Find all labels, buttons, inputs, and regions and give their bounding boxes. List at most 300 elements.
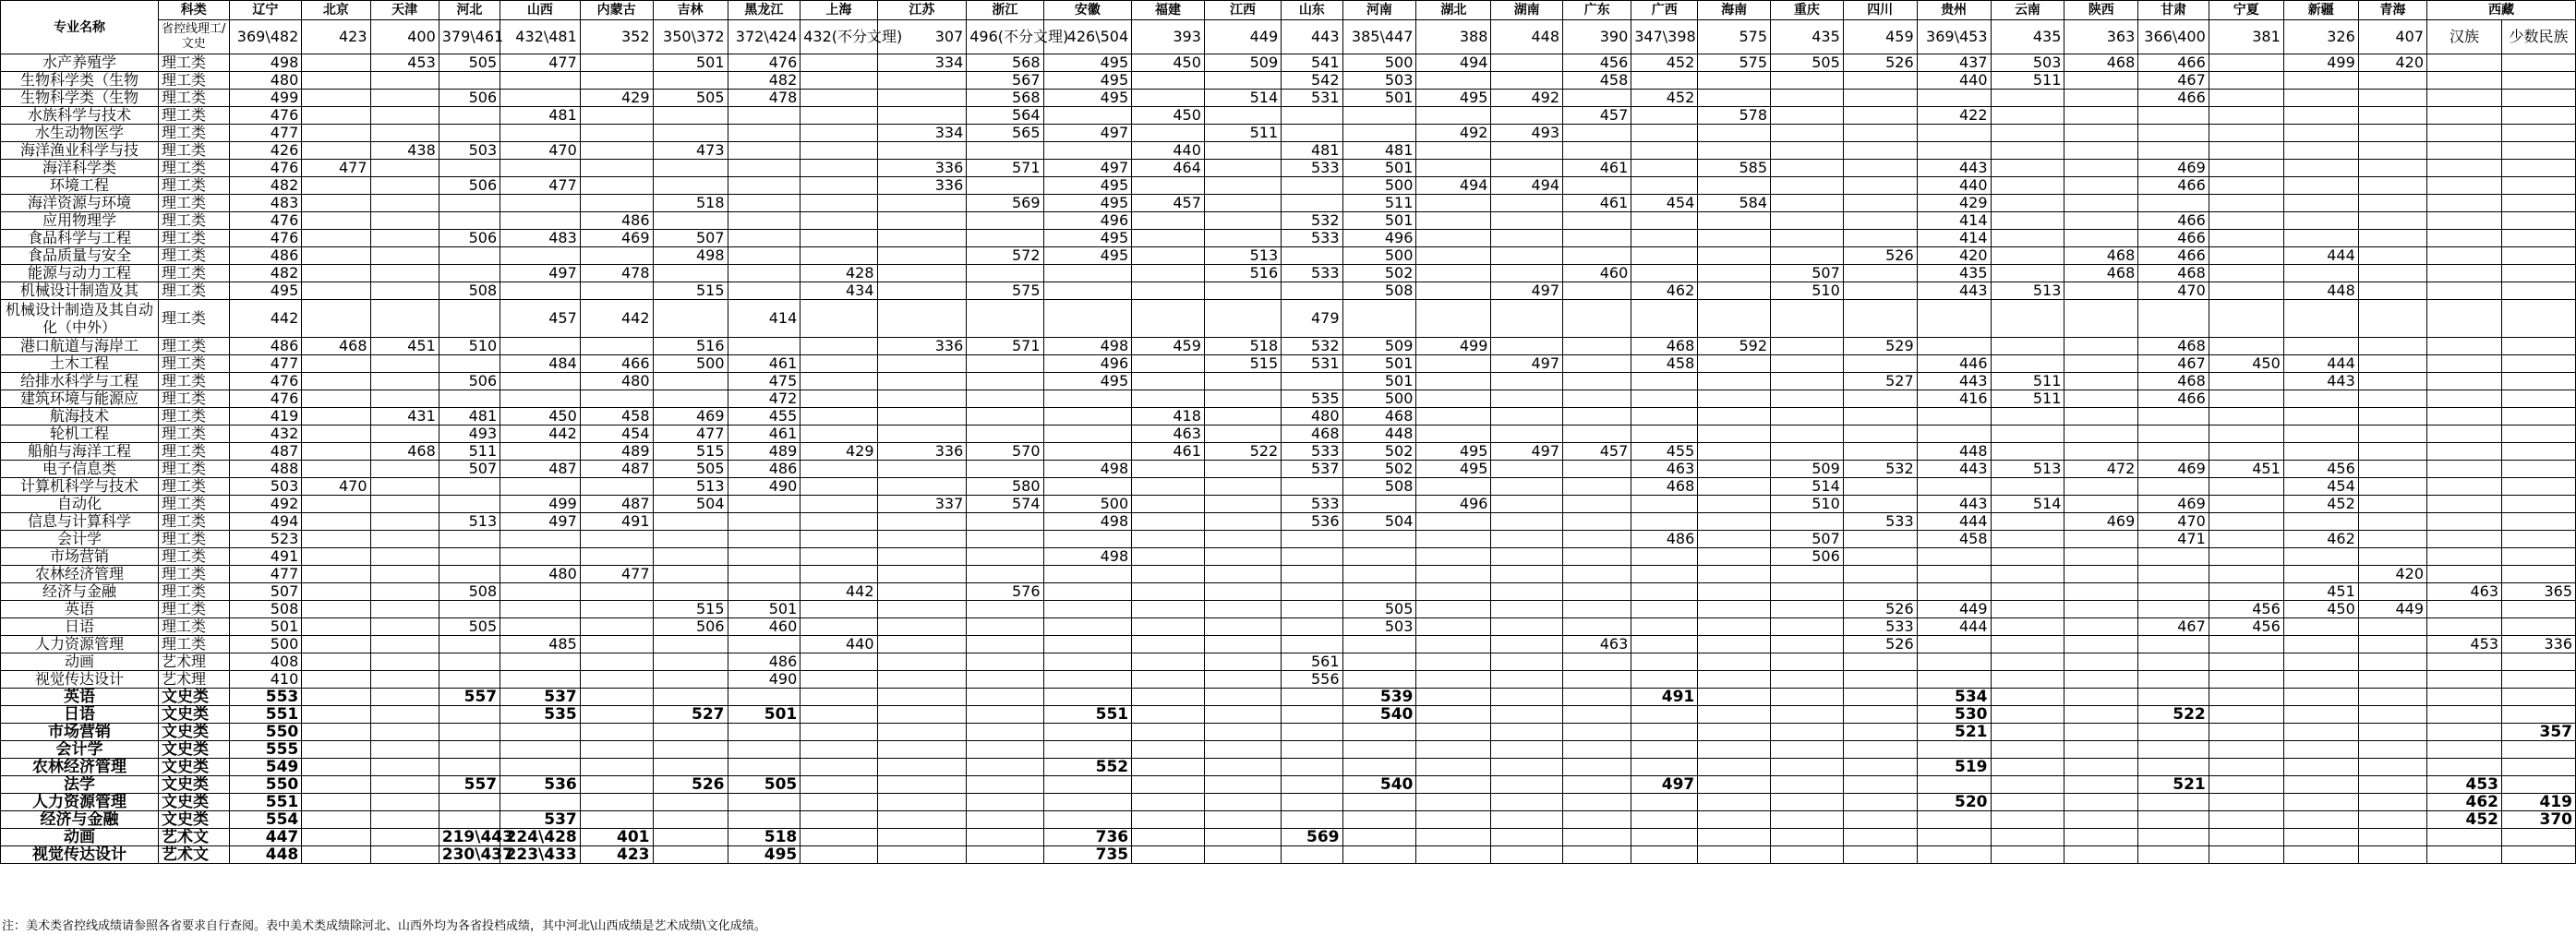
score-cell: [1917, 125, 1991, 142]
score-cell: [1416, 72, 1491, 90]
score-cell: 495: [1416, 443, 1491, 461]
score-cell: [967, 300, 1043, 338]
score-cell: [2502, 125, 2576, 142]
score-cell: [1698, 653, 1771, 671]
score-cell: [967, 531, 1043, 548]
score-cell: 580: [967, 478, 1043, 496]
score-cell: [2283, 689, 2358, 706]
score-cell: 578: [1698, 107, 1771, 125]
score-cell: [370, 671, 439, 689]
score-cell: [1204, 724, 1281, 741]
score-cell: 448: [2283, 282, 2358, 300]
score-cell: [1563, 653, 1631, 671]
score-cell: [1771, 230, 1844, 247]
score-cell: [1843, 177, 1917, 195]
score-cell: 555: [229, 741, 302, 759]
score-cell: 470: [2138, 513, 2209, 531]
score-cell: [370, 230, 439, 247]
score-cell: 468: [2138, 265, 2209, 282]
score-cell: 529: [1843, 338, 1917, 355]
score-cell: 452: [1631, 90, 1698, 107]
score-cell: [2064, 741, 2138, 759]
score-cell: 469: [2138, 461, 2209, 478]
score-cell: [1132, 390, 1205, 408]
score-cell: [1282, 478, 1342, 496]
score-cell: [1132, 300, 1205, 338]
score-cell: [2209, 496, 2283, 513]
score-cell: [1416, 265, 1491, 282]
score-cell: [967, 601, 1043, 618]
score-cell: 447: [229, 829, 302, 846]
score-cell: [1563, 426, 1631, 443]
score-cell: [1843, 212, 1917, 230]
score-cell: [2064, 548, 2138, 566]
score-cell: 489: [580, 443, 653, 461]
score-cell: [2209, 513, 2283, 531]
score-cell: 506: [653, 618, 728, 636]
score-cell: [1491, 142, 1563, 160]
score-cell: [1132, 265, 1205, 282]
score-cell: [302, 72, 370, 90]
score-cell: [302, 355, 370, 373]
score-cell: 450: [1132, 107, 1205, 125]
score-cell: [800, 653, 877, 671]
score-cell: [1416, 478, 1491, 496]
score-cell: [1491, 230, 1563, 247]
control-line-cell: 432(不分文理): [800, 20, 877, 54]
score-cell: [800, 566, 877, 583]
score-cell: 414: [1917, 230, 1991, 247]
score-cell: 456: [2283, 461, 2358, 478]
score-cell: 469: [2138, 160, 2209, 177]
score-cell: [1698, 689, 1771, 706]
score-cell: 508: [229, 601, 302, 618]
score-cell: 514: [1204, 90, 1281, 107]
score-cell: [302, 212, 370, 230]
score-cell: [500, 618, 581, 636]
score-cell: [653, 689, 728, 706]
score-cell: [580, 125, 653, 142]
major-name: 土木工程: [1, 355, 159, 373]
score-cell: [1991, 300, 2064, 338]
score-cell: [1342, 125, 1416, 142]
score-cell: [1416, 230, 1491, 247]
category-cell: 文史类: [159, 759, 230, 776]
score-cell: [1342, 829, 1416, 846]
score-cell: 458: [1917, 531, 1991, 548]
table-row: [1, 689, 2576, 706]
score-cell: [653, 265, 728, 282]
score-cell: [1631, 566, 1698, 583]
score-cell: 477: [229, 355, 302, 373]
score-cell: 515: [653, 443, 728, 461]
score-cell: [1991, 583, 2064, 601]
score-cell: [1698, 496, 1771, 513]
score-cell: [800, 478, 877, 496]
score-cell: [1132, 531, 1205, 548]
score-cell: 585: [1698, 160, 1771, 177]
score-cell: 506: [439, 90, 500, 107]
score-cell: [728, 759, 800, 776]
score-cell: [1416, 794, 1491, 811]
score-cell: [653, 160, 728, 177]
score-cell: 370: [2502, 811, 2576, 829]
score-cell: [580, 653, 653, 671]
score-cell: [1416, 426, 1491, 443]
score-cell: 490: [728, 671, 800, 689]
score-cell: [1491, 829, 1563, 846]
score-cell: 513: [1991, 461, 2064, 478]
score-cell: [2358, 706, 2426, 724]
score-cell: [1132, 355, 1205, 373]
header-row-control-lines: [1, 20, 2576, 54]
score-cell: [653, 829, 728, 846]
score-cell: [2064, 776, 2138, 794]
score-cell: [1282, 601, 1342, 618]
score-cell: [1771, 443, 1844, 461]
score-cell: 521: [2138, 776, 2209, 794]
score-cell: [2138, 829, 2209, 846]
score-cell: 452: [2283, 496, 2358, 513]
score-cell: [877, 776, 967, 794]
table-row: [1, 107, 2576, 125]
score-cell: [2283, 426, 2358, 443]
score-cell: [2064, 443, 2138, 461]
table-row: [1, 794, 2576, 811]
score-cell: [1563, 125, 1631, 142]
score-cell: 505: [653, 461, 728, 478]
score-cell: [1843, 724, 1917, 741]
score-cell: 455: [728, 408, 800, 426]
score-cell: 452: [1631, 54, 1698, 72]
score-cell: [1698, 390, 1771, 408]
score-cell: [1631, 408, 1698, 426]
score-cell: [2283, 566, 2358, 583]
score-cell: [2358, 583, 2426, 601]
score-cell: [1563, 706, 1631, 724]
score-cell: 497: [1491, 443, 1563, 461]
score-cell: [1771, 142, 1844, 160]
score-cell: [1563, 671, 1631, 689]
score-cell: 477: [500, 54, 581, 72]
score-cell: [1843, 531, 1917, 548]
score-cell: [302, 566, 370, 583]
major-name: 机械设计制造及其自动化（中外）: [1, 300, 159, 338]
score-cell: [370, 390, 439, 408]
major-name: 市场营销: [1, 724, 159, 741]
score-cell: [2427, 300, 2502, 338]
score-cell: 491: [580, 513, 653, 531]
score-cell: [728, 247, 800, 265]
score-cell: [580, 759, 653, 776]
score-cell: [2427, 846, 2502, 864]
score-cell: 466: [2138, 212, 2209, 230]
score-cell: [877, 426, 967, 443]
score-cell: 442: [229, 300, 302, 338]
score-cell: 495: [728, 846, 800, 864]
score-cell: 470: [2138, 282, 2209, 300]
score-cell: 503: [1991, 54, 2064, 72]
score-cell: [2502, 478, 2576, 496]
score-cell: [1991, 706, 2064, 724]
score-cell: [2502, 177, 2576, 195]
score-cell: [2502, 282, 2576, 300]
score-cell: [1843, 583, 1917, 601]
score-cell: [439, 195, 500, 212]
score-cell: 497: [1043, 160, 1132, 177]
score-cell: [1771, 373, 1844, 390]
score-cell: [370, 247, 439, 265]
score-cell: [1917, 426, 1991, 443]
score-cell: 508: [439, 282, 500, 300]
score-cell: 466: [2138, 390, 2209, 408]
score-cell: 224\428: [500, 829, 581, 846]
score-cell: [2138, 636, 2209, 653]
score-cell: 554: [229, 811, 302, 829]
score-cell: 527: [1843, 373, 1917, 390]
control-line-cell: 385\447: [1342, 20, 1416, 54]
score-cell: 540: [1342, 776, 1416, 794]
score-cell: 500: [1043, 496, 1132, 513]
score-cell: [580, 811, 653, 829]
score-cell: 492: [1491, 90, 1563, 107]
score-cell: 501: [1342, 90, 1416, 107]
score-cell: [1991, 443, 2064, 461]
score-cell: [580, 142, 653, 160]
score-cell: [1771, 177, 1844, 195]
score-cell: [1771, 846, 1844, 864]
score-cell: 510: [1771, 282, 1844, 300]
score-cell: [1282, 724, 1342, 741]
score-cell: 442: [800, 583, 877, 601]
score-cell: [1204, 212, 1281, 230]
score-cell: [2209, 212, 2283, 230]
score-cell: [1282, 247, 1342, 265]
score-cell: [1771, 72, 1844, 90]
score-cell: [1491, 811, 1563, 829]
major-name: 会计学: [1, 741, 159, 759]
score-cell: [1698, 265, 1771, 282]
score-cell: [1282, 794, 1342, 811]
score-cell: [877, 636, 967, 653]
score-cell: [1917, 566, 1991, 583]
score-cell: [2283, 759, 2358, 776]
score-cell: [1416, 282, 1491, 300]
score-cell: 569: [1282, 829, 1342, 846]
score-cell: [439, 636, 500, 653]
score-cell: 557: [439, 689, 500, 706]
score-cell: [1563, 461, 1631, 478]
score-cell: 477: [229, 566, 302, 583]
score-cell: [2064, 426, 2138, 443]
score-cell: 429: [800, 443, 877, 461]
score-cell: 495: [1416, 90, 1491, 107]
score-cell: [2138, 671, 2209, 689]
score-cell: [967, 513, 1043, 531]
score-cell: [967, 794, 1043, 811]
score-cell: [1843, 776, 1917, 794]
score-cell: [370, 846, 439, 864]
score-cell: [1771, 426, 1844, 443]
score-cell: [1631, 300, 1698, 338]
score-cell: [302, 300, 370, 338]
score-cell: [2209, 671, 2283, 689]
score-cell: [1282, 125, 1342, 142]
score-cell: 518: [1204, 338, 1281, 355]
score-cell: [580, 478, 653, 496]
score-cell: [1843, 408, 1917, 426]
score-cell: [1132, 776, 1205, 794]
score-cell: [653, 177, 728, 195]
score-cell: [2502, 355, 2576, 373]
category-cell: 理工类: [159, 338, 230, 355]
score-cell: [2209, 390, 2283, 408]
province-header: 山西: [500, 1, 581, 20]
score-cell: [800, 846, 877, 864]
score-cell: 426: [229, 142, 302, 160]
score-cell: [1631, 741, 1698, 759]
score-cell: [653, 794, 728, 811]
score-cell: 443: [1917, 496, 1991, 513]
score-cell: [1771, 390, 1844, 408]
score-cell: [2427, 160, 2502, 177]
score-cell: [2427, 443, 2502, 461]
score-cell: [370, 282, 439, 300]
score-cell: [2209, 846, 2283, 864]
table-row: [1, 741, 2576, 759]
score-cell: [967, 355, 1043, 373]
score-cell: [1491, 513, 1563, 531]
score-cell: [2427, 373, 2502, 390]
score-cell: [370, 548, 439, 566]
score-cell: 498: [1043, 513, 1132, 531]
score-cell: [1282, 548, 1342, 566]
score-cell: [500, 478, 581, 496]
score-cell: [877, 373, 967, 390]
score-cell: [1991, 829, 2064, 846]
table-row: [1, 54, 2576, 72]
score-cell: [1204, 426, 1281, 443]
major-column-header: 专业名称: [1, 1, 159, 54]
score-cell: 444: [1917, 513, 1991, 531]
control-line-cell: 347\398: [1631, 20, 1698, 54]
score-cell: [1631, 759, 1698, 776]
major-name: 计算机科学与技术: [1, 478, 159, 496]
score-cell: [1991, 230, 2064, 247]
score-cell: 503: [229, 478, 302, 496]
score-cell: [580, 583, 653, 601]
score-cell: [728, 212, 800, 230]
score-cell: [1843, 443, 1917, 461]
score-cell: 452: [2427, 811, 2502, 829]
score-cell: 568: [967, 90, 1043, 107]
score-cell: 501: [728, 601, 800, 618]
score-cell: [728, 583, 800, 601]
score-cell: [1563, 548, 1631, 566]
score-cell: [1282, 531, 1342, 548]
province-header: 广东: [1563, 1, 1631, 20]
major-name: 应用物理学: [1, 212, 159, 230]
score-cell: 440: [1917, 72, 1991, 90]
control-line-cell: 407: [2358, 20, 2426, 54]
score-cell: [580, 636, 653, 653]
score-cell: [2209, 566, 2283, 583]
score-cell: [2209, 54, 2283, 72]
score-cell: [1991, 846, 2064, 864]
score-cell: 499: [2283, 54, 2358, 72]
score-cell: [439, 478, 500, 496]
score-cell: [967, 689, 1043, 706]
table-row: [1, 373, 2576, 390]
score-cell: [2209, 125, 2283, 142]
score-cell: [1991, 759, 2064, 776]
score-cell: 467: [2138, 72, 2209, 90]
score-cell: 526: [653, 776, 728, 794]
score-cell: [1204, 142, 1281, 160]
score-cell: [439, 72, 500, 90]
score-cell: [1917, 846, 1991, 864]
score-cell: [877, 355, 967, 373]
table-row: [1, 72, 2576, 90]
table-row: [1, 846, 2576, 864]
score-cell: 416: [1917, 390, 1991, 408]
table-row: [1, 513, 2576, 531]
score-cell: [1491, 706, 1563, 724]
table-row: [1, 829, 2576, 846]
score-cell: 486: [728, 653, 800, 671]
score-cell: [580, 107, 653, 125]
score-cell: [439, 390, 500, 408]
category-cell: 理工类: [159, 177, 230, 195]
score-cell: [2283, 195, 2358, 212]
score-cell: [580, 177, 653, 195]
score-cell: 458: [580, 408, 653, 426]
score-cell: [1631, 373, 1698, 390]
score-cell: [1204, 195, 1281, 212]
score-cell: 444: [2283, 247, 2358, 265]
score-cell: [2427, 741, 2502, 759]
score-cell: [653, 212, 728, 230]
score-cell: 448: [229, 846, 302, 864]
score-cell: [1491, 618, 1563, 636]
score-cell: [728, 794, 800, 811]
score-cell: [1204, 461, 1281, 478]
score-cell: [1698, 706, 1771, 724]
score-cell: [1843, 125, 1917, 142]
score-cell: [1991, 177, 2064, 195]
score-cell: 508: [1342, 282, 1416, 300]
score-cell: [500, 741, 581, 759]
score-cell: [1491, 461, 1563, 478]
score-cell: [800, 741, 877, 759]
score-cell: [1698, 125, 1771, 142]
score-cell: [370, 513, 439, 531]
score-cell: [1204, 300, 1281, 338]
score-cell: [800, 513, 877, 531]
score-cell: [2502, 230, 2576, 247]
score-cell: [800, 776, 877, 794]
score-cell: [580, 72, 653, 90]
score-cell: [1917, 142, 1991, 160]
score-cell: [2138, 443, 2209, 461]
score-cell: [800, 408, 877, 426]
score-cell: [1563, 90, 1631, 107]
score-cell: 502: [1342, 443, 1416, 461]
control-line-cell: 369\453: [1917, 20, 1991, 54]
score-cell: [2502, 706, 2576, 724]
score-cell: [2427, 829, 2502, 846]
score-cell: [2358, 811, 2426, 829]
